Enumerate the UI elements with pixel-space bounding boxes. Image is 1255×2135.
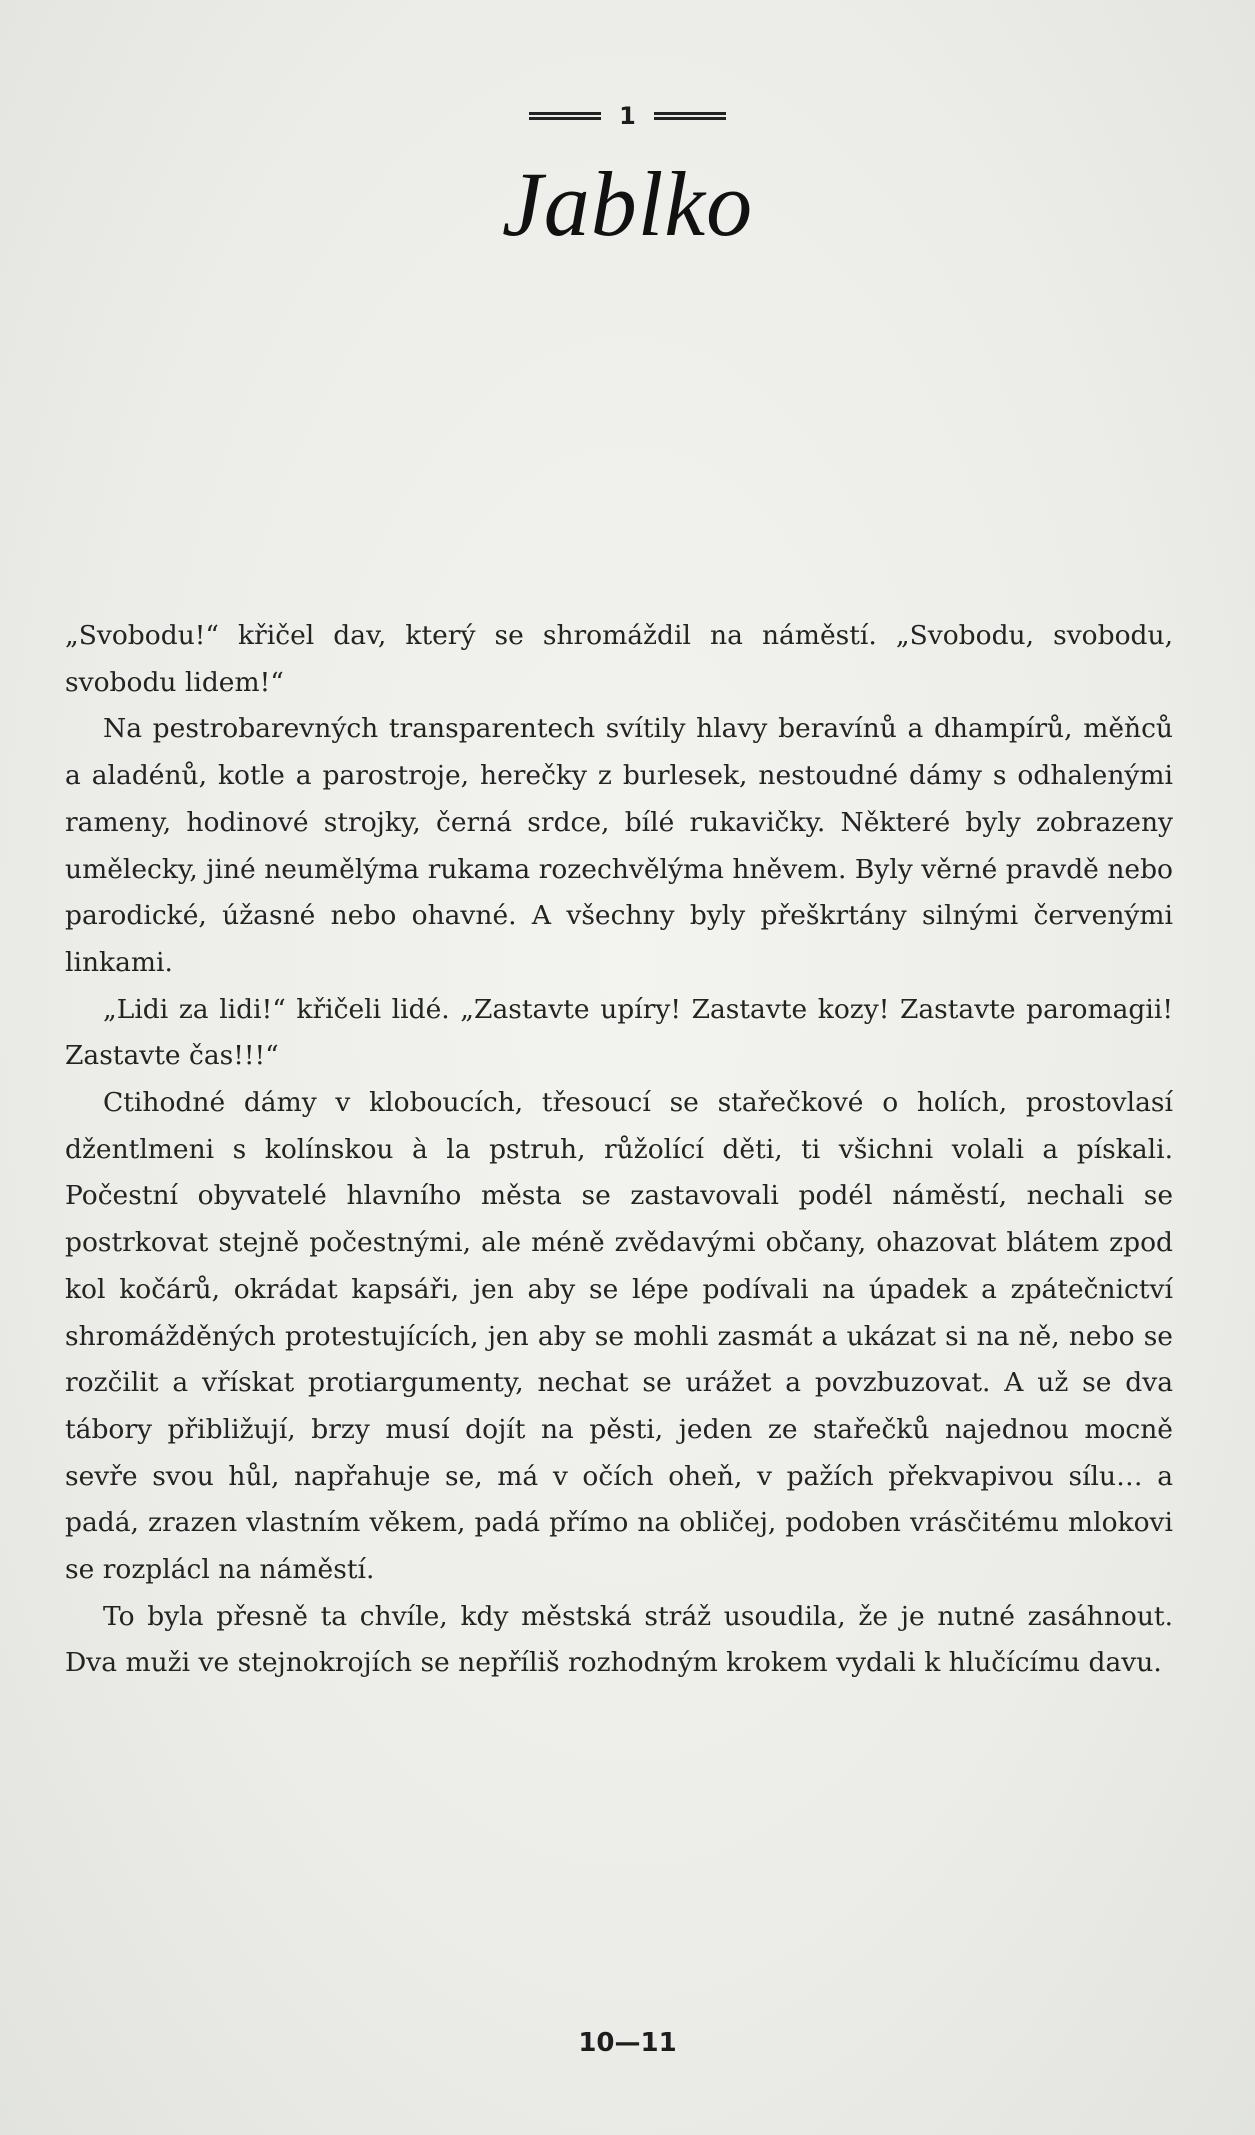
- paragraph: Ctihodné dámy v kloboucích, třesoucí se stařečkové o holích, prostovlasí džentlmeni s kolínskou à la pstruh, růžolící děti, ti všichni volali a pískali. Počestní obyvatelé hlavního města se zastavovali podél náměstí, nechali se postrkovat stejně počestnými, ale méně zvědavými občany, ohazovat blátem zpod kol kočárů, okrádat kapsáři, jen aby se lépe podívali na úpadek a zpátečnictví shromážděných protestujících, jen aby se mohli zasmát a ukázat si na ně, nebo se rozčilit a vřískat protiargumenty, nechat se urážet a povzbuzovat. A už se dva tábory přibližují, brzy musí dojít na pěsti, jeden ze stařečků najednou mocně sevře svou hůl, napřahuje se, má v očích oheň, v pažích překvapivou sílu… a padá, zrazen vlastním věkem, padá přímo na obličej, podoben vrásčitému mlokovi se rozplácl na náměstí.: [65, 1087, 1173, 1586]
- page-number: 10—11: [578, 2028, 677, 2058]
- paragraph: „Lidi za lidi!“ křičeli lidé. „Zastavte upíry! Zastavte kozy! Zastavte paromagii! Zastavte čas!!!“: [65, 993, 1173, 1072]
- chapter-number-row: [0, 96, 1255, 136]
- right-ornament-rule: [654, 112, 726, 120]
- paragraph: To byla přesně ta chvíle, kdy městská stráž usoudila, že je nutné zasáhnout. Dva muži ve stejnokrojích se nepříliš rozhodným krokem vydali k hlučícímu davu.: [65, 1600, 1173, 1679]
- chapter-title: Jablko: [501, 153, 754, 255]
- paragraph: „Svobodu!“ křičel dav, který se shromáždil na náměstí. „Svobodu, svobodu, svobodu lidem!“: [65, 620, 1173, 698]
- paragraph: Na pestrobarevných transparentech svítily hlavy beravínů a dhampírů, měňců a aladénů, kotle a parostroje, herečky z burlesek, nestoudné dámy s odhalenými rameny, hodinové strojky, černá srdce, bílé rukavičky. Některé byly zobrazeny umělecky, jiné neumělýma rukama rozechvělýma hněvem. Byly věrné pravdě nebo parodické, úžasné nebo ohavné. A všechny byly přeškrtány silnými červenými linkami.: [65, 713, 1173, 978]
- chapter-number: 1: [619, 102, 636, 130]
- left-ornament-rule: [529, 112, 601, 120]
- body-text: [65, 613, 1173, 1687]
- chapter-heading: [0, 96, 1255, 255]
